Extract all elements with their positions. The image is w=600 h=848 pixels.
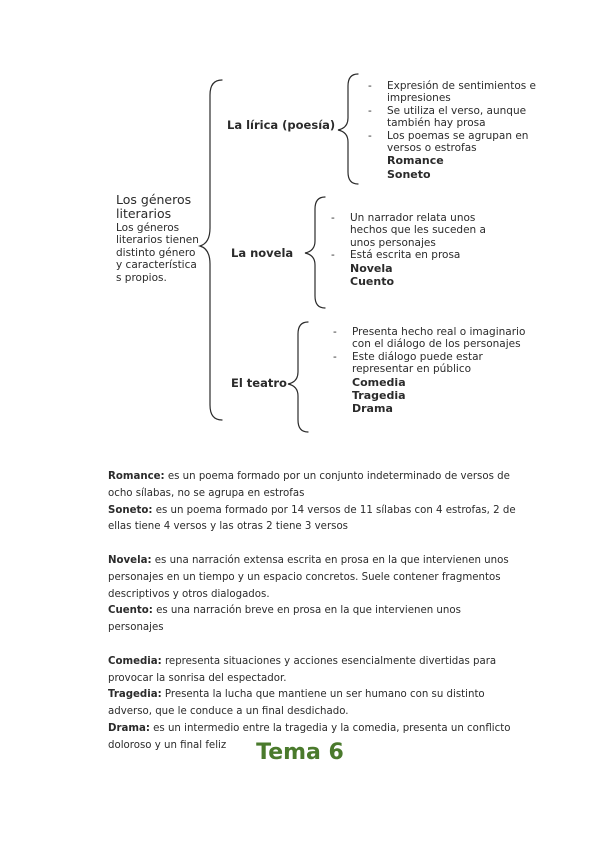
list-item: - Se utiliza el verso, aunque también hay prosa bbox=[368, 104, 527, 130]
example-label: Novela bbox=[350, 261, 393, 275]
definition-drama: Drama: es un intermedio entre la tragedia y la comedia, presenta un conflicto doloroso y un final feliz bbox=[108, 722, 511, 751]
list-item: - Este diálogo puede estar representar en público bbox=[333, 350, 483, 376]
example-label: Tragedia bbox=[352, 388, 406, 402]
definition-soneto: Soneto: es un poema formado por 14 versos de 11 sílabas con 4 estrofas, 2 de ellas tiene 4 versos y las otras 2 tiene 3 versos bbox=[108, 504, 516, 533]
definition-novela: Novela: es una narración extensa escrita en prosa en la que intervienen unos personajes en un tiempo y un espacio concretos. Suele contener fragmentos descriptivos y otros dialogados. bbox=[108, 554, 509, 600]
definitions-section bbox=[108, 469, 518, 755]
example-label: Comedia bbox=[352, 375, 406, 389]
diagram-root-title: Los géneros literarios bbox=[116, 192, 192, 221]
lirica-brace bbox=[338, 74, 358, 184]
definition-cuento: Cuento: es una narración breve en prosa en la que intervienen unos personajes bbox=[108, 605, 461, 634]
branch-list-teatro bbox=[333, 326, 542, 416]
page-title: Tema 6 bbox=[256, 740, 344, 765]
list-item: - Expresión de sentimientos e impresiones bbox=[368, 80, 537, 105]
branch-list-novela bbox=[331, 212, 510, 288]
branch-title-lirica: La lírica (poesía) bbox=[227, 118, 336, 132]
list-item: - Un narrador relata unos hechos que les suceden a unos personajes bbox=[331, 212, 486, 249]
example-label: Drama bbox=[352, 402, 393, 416]
list-item: - Los poemas se agrupan en versos o estrofas bbox=[368, 129, 529, 155]
diagram-root-description: Los géneros literarios tienen distinto género y característica s propios. bbox=[116, 222, 199, 284]
definition-romance: Romance: es un poema formado por un conjunto indeterminado de versos de ocho sílabas, no se agrupa en estrofas bbox=[108, 471, 510, 499]
example-label: Romance bbox=[387, 154, 444, 168]
branch-title-teatro: El teatro bbox=[231, 376, 287, 390]
branch-list-lirica bbox=[368, 80, 552, 181]
list-item: - Está escrita en prosa bbox=[331, 249, 461, 262]
main-brace bbox=[200, 80, 222, 420]
example-label: Soneto bbox=[387, 167, 431, 181]
definition-comedia: Comedia: representa situaciones y acciones esencialmente divertidas para provocar la sonrisa del espectador. bbox=[108, 655, 497, 684]
definition-tragedia: Tragedia: Presenta la lucha que mantiene un ser humano con su distinto adverso, que le conduce a un final desdichado. bbox=[108, 689, 485, 718]
novela-brace bbox=[305, 197, 325, 308]
list-item: - Presenta hecho real o imaginario con el diálogo de los personajes bbox=[333, 326, 526, 351]
example-label: Cuento bbox=[350, 274, 395, 288]
teatro-brace bbox=[288, 322, 308, 432]
branch-title-novela: La novela bbox=[231, 246, 294, 260]
